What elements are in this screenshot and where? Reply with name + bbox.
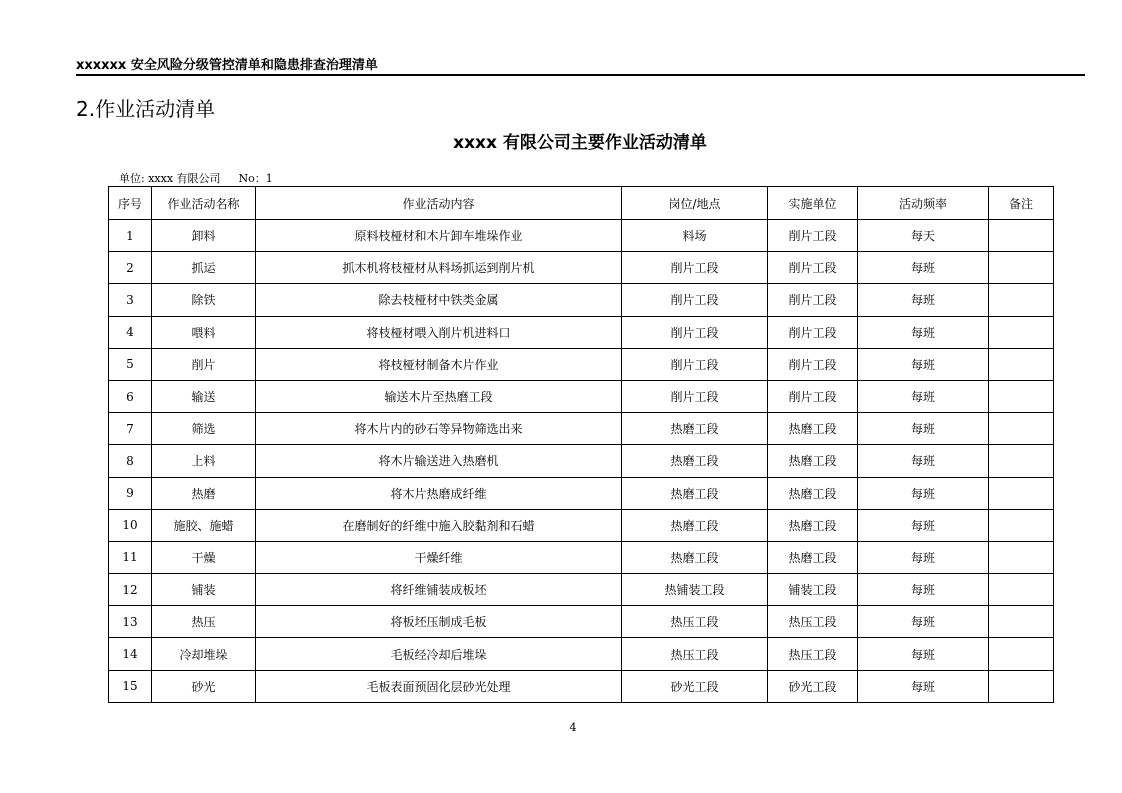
frequency: 每班: [858, 348, 989, 380]
activity-content: 抓木机将枝桠材从料场抓运到削片机: [256, 252, 622, 284]
activity-content: 将枝桠材喂入削片机进料口: [256, 316, 622, 348]
activity-content: 将木片热磨成纤维: [256, 477, 622, 509]
frequency: 每班: [858, 380, 989, 412]
activity-name: 砂光: [152, 670, 256, 702]
table-header-row: [109, 187, 1054, 220]
document-meta: [119, 172, 291, 186]
activity-name: 冷却堆垛: [152, 638, 256, 670]
table-row: [109, 445, 1054, 477]
row-index: 2: [109, 252, 152, 284]
frequency: 每班: [858, 541, 989, 573]
frequency: 每班: [858, 509, 989, 541]
activity-content: 输送木片至热磨工段: [256, 380, 622, 412]
activity-content: 将木片内的砂石等异物筛选出来: [256, 413, 622, 445]
implementing-unit: 削片工段: [768, 380, 858, 412]
activity-name: 削片: [152, 348, 256, 380]
header-activity-name: 作业活动名称: [152, 187, 256, 220]
activity-content: 将板坯压制成毛板: [256, 606, 622, 638]
remarks: [989, 477, 1054, 509]
post-location: 削片工段: [622, 284, 768, 316]
implementing-unit: 热磨工段: [768, 509, 858, 541]
frequency: 每班: [858, 413, 989, 445]
remarks: [989, 252, 1054, 284]
remarks: [989, 638, 1054, 670]
row-index: 11: [109, 541, 152, 573]
remarks: [989, 316, 1054, 348]
remarks: [989, 380, 1054, 412]
implementing-unit: 削片工段: [768, 284, 858, 316]
implementing-unit: 热磨工段: [768, 413, 858, 445]
frequency: 每天: [858, 220, 989, 252]
implementing-unit: 热磨工段: [768, 445, 858, 477]
header-index: 序号: [109, 187, 152, 220]
row-index: 12: [109, 574, 152, 606]
page-number: 4: [569, 721, 577, 734]
table-row: [109, 413, 1054, 445]
row-index: 8: [109, 445, 152, 477]
frequency: 每班: [858, 606, 989, 638]
frequency: 每班: [858, 638, 989, 670]
frequency: 每班: [858, 574, 989, 606]
post-location: 削片工段: [622, 380, 768, 412]
implementing-unit: 削片工段: [768, 220, 858, 252]
remarks: [989, 284, 1054, 316]
activity-name: 铺装: [152, 574, 256, 606]
number-label: No：1: [238, 172, 273, 185]
implementing-unit: 削片工段: [768, 316, 858, 348]
post-location: 削片工段: [622, 316, 768, 348]
implementing-unit: 削片工段: [768, 252, 858, 284]
post-location: 削片工段: [622, 348, 768, 380]
post-location: 热压工段: [622, 606, 768, 638]
activity-name: 施胶、施蜡: [152, 509, 256, 541]
post-location: 热压工段: [622, 638, 768, 670]
activity-content: 将枝桠材制备木片作业: [256, 348, 622, 380]
running-header-title: xxxxxx 安全风险分级管控清单和隐患排查治理清单: [76, 58, 378, 73]
table-row: [109, 509, 1054, 541]
header-activity-content: 作业活动内容: [256, 187, 622, 220]
activity-name: 热压: [152, 606, 256, 638]
remarks: [989, 670, 1054, 702]
remarks: [989, 445, 1054, 477]
frequency: 每班: [858, 284, 989, 316]
remarks: [989, 348, 1054, 380]
activity-content: 将纤维铺装成板坯: [256, 574, 622, 606]
row-index: 5: [109, 348, 152, 380]
activity-name: 热磨: [152, 477, 256, 509]
table-row: [109, 670, 1054, 702]
activity-name: 干燥: [152, 541, 256, 573]
table-row: [109, 638, 1054, 670]
activity-name: 卸料: [152, 220, 256, 252]
remarks: [989, 220, 1054, 252]
activity-content: 原料枝桠材和木片卸车堆垛作业: [256, 220, 622, 252]
running-header: [76, 56, 1085, 76]
table-row: [109, 574, 1054, 606]
table-row: [109, 348, 1054, 380]
post-location: 热磨工段: [622, 541, 768, 573]
post-location: 砂光工段: [622, 670, 768, 702]
table-row: [109, 316, 1054, 348]
implementing-unit: 热磨工段: [768, 541, 858, 573]
row-index: 7: [109, 413, 152, 445]
activity-name: 抓运: [152, 252, 256, 284]
row-index: 3: [109, 284, 152, 316]
implementing-unit: 热磨工段: [768, 477, 858, 509]
activity-content: 除去枝桠材中铁类金属: [256, 284, 622, 316]
frequency: 每班: [858, 252, 989, 284]
row-index: 9: [109, 477, 152, 509]
header-implementing-unit: 实施单位: [768, 187, 858, 220]
row-index: 10: [109, 509, 152, 541]
table-row: [109, 541, 1054, 573]
activity-name: 筛选: [152, 413, 256, 445]
table-row: [109, 606, 1054, 638]
activity-name: 除铁: [152, 284, 256, 316]
post-location: 削片工段: [622, 252, 768, 284]
table-row: [109, 252, 1054, 284]
frequency: 每班: [858, 477, 989, 509]
activity-table: [108, 186, 1054, 703]
post-location: 料场: [622, 220, 768, 252]
implementing-unit: 热压工段: [768, 606, 858, 638]
row-index: 15: [109, 670, 152, 702]
frequency: 每班: [858, 670, 989, 702]
post-location: 热磨工段: [622, 445, 768, 477]
row-index: 1: [109, 220, 152, 252]
table-row: [109, 284, 1054, 316]
remarks: [989, 574, 1054, 606]
implementing-unit: 热压工段: [768, 638, 858, 670]
remarks: [989, 541, 1054, 573]
activity-content: 在磨制好的纤维中施入胶黏剂和石蜡: [256, 509, 622, 541]
remarks: [989, 606, 1054, 638]
activity-content: 将木片输送进入热磨机: [256, 445, 622, 477]
row-index: 4: [109, 316, 152, 348]
remarks: [989, 413, 1054, 445]
post-location: 热磨工段: [622, 477, 768, 509]
frequency: 每班: [858, 316, 989, 348]
activity-content: 干燥纤维: [256, 541, 622, 573]
row-index: 13: [109, 606, 152, 638]
frequency: 每班: [858, 445, 989, 477]
row-index: 6: [109, 380, 152, 412]
post-location: 热磨工段: [622, 509, 768, 541]
activity-content: 毛板表面预固化层砂光处理: [256, 670, 622, 702]
table-row: [109, 477, 1054, 509]
implementing-unit: 铺装工段: [768, 574, 858, 606]
header-post-location: 岗位/地点: [622, 187, 768, 220]
table-row: [109, 220, 1054, 252]
activity-name: 喂料: [152, 316, 256, 348]
document-title: xxxx 有限公司主要作业活动清单: [453, 133, 707, 153]
activity-content: 毛板经冷却后堆垛: [256, 638, 622, 670]
implementing-unit: 削片工段: [768, 348, 858, 380]
post-location: 热铺装工段: [622, 574, 768, 606]
header-remarks: 备注: [989, 187, 1054, 220]
unit-label: 单位: xxxx 有限公司: [119, 172, 221, 185]
implementing-unit: 砂光工段: [768, 670, 858, 702]
table-row: [109, 380, 1054, 412]
activity-name: 输送: [152, 380, 256, 412]
remarks: [989, 509, 1054, 541]
table-body: [109, 220, 1054, 703]
header-frequency: 活动频率: [858, 187, 989, 220]
activity-name: 上料: [152, 445, 256, 477]
post-location: 热磨工段: [622, 413, 768, 445]
section-title: 2.作业活动清单: [76, 97, 216, 121]
row-index: 14: [109, 638, 152, 670]
